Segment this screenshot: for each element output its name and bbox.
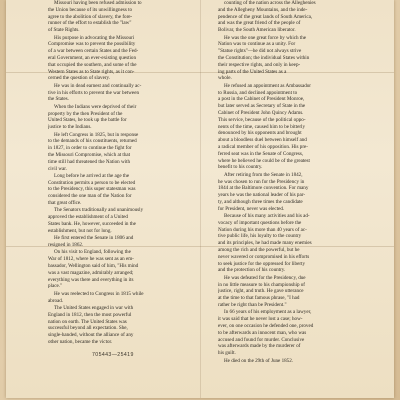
paragraph: He died on the 29th of June 1852. bbox=[224, 357, 294, 364]
left-column bbox=[48, 0, 184, 354]
paragraph: He refused an appointment as Ambassador to Russia, and declined appointment to a post in the Cabinet of President Monroe, but later served as Secretary of State in the Cabinet of President John Quincy Adams. This service, because of the political oppo- nents of the time, caused him to be bitterly denounced by his opponents and brought about a bloodless duel between himself and a radical member of his opposition. His pre- ferred seat was in the Senate of Congress, where he believed he could be of the greatest benefit to his country. bbox=[218, 82, 311, 171]
paragraph: He first entered the Senate in 1806 and resigned in 1862. bbox=[48, 235, 134, 249]
paragraph: He was the one great force by which the Nation was to continue as a unity. For "Statue rights"—he did not always strive the Constitution; the individual States within their respective rights, and only in keep- ing parts of the United States as a whole. bbox=[218, 34, 310, 82]
right-column bbox=[218, 0, 356, 398]
paragraph: counting of the nation across the Alleghenies and the Allegheny Mountains, and the inde- pendence of the great lands of South America, and was the great friend of the people of Bolivar, the South American liberator. bbox=[218, 0, 316, 34]
paragraph: His purpose in advocating the Missouri Compromise was to prevent the possibility of a war between certain States and the Fed- eral Government, an ever-existing question that occupied the southern, and some of the Western States as to State rights, as it con- cerned the question of slavery. bbox=[48, 34, 139, 82]
paragraph: Missouri having been refused admission to the Union because of its unwillingness to agree to the abolition of slavery, the fore- runner of the effort to establish the "law" of State Rights. bbox=[48, 0, 142, 34]
document-page bbox=[6, 0, 394, 398]
print-code: 705443—25419 bbox=[92, 352, 134, 358]
paragraph: The United States engaged in war with England in 1812, then the most powerful nation on earth. The United States was successful beyond all expectation. She, single-handed, without the alliance of any other nation, became the victor. bbox=[48, 305, 134, 345]
paragraph: When the Indians were deprived of their property by the then President of the United States, he took up the battle for justice to the Indians. bbox=[48, 103, 137, 131]
paragraph: Because of his many activities and his ad- vocacy of important questions before the Nation during his more than 40 years of ac- tive public life, his loyalty to the country and its principles, he had made many enemies among the rich and the powerful, but he never wavered or compromised in his efforts to seek justice for the oppressed for liberty and the protection of his country. bbox=[218, 213, 312, 274]
paragraph: On his visit to England, following the War of 1812, where he was sent as an em- bassador, Wellington said of him, "His mind was a vast magazine, admirably arranged; everything was there and everything in its place." bbox=[48, 249, 139, 290]
paragraph: He left Congress in 1825, but in response to the demands of his constituents, returned in 1827, in order to continue the fight for the Missouri Compromise, which at that time still had threatened the Nation with civil war. bbox=[48, 131, 139, 172]
paragraph: He was in dead earnest and continually ac- tive in his efforts to prevent the war between the States. bbox=[48, 82, 142, 103]
paragraph: In 66 years of his employment as a lawyer, it was said that he never lost a case; how- ever, on one occasion he defended one, proved to be afterwards an innocent man, who was accused and found for murder. Conclusive was afterwards made by the murderer of his guilt. bbox=[218, 309, 314, 357]
paragraph: Long before he arrived at the age the Constitution permits a person to be elected to the Presidency, this super statesman was considered the one man of the Nation for that great office. bbox=[48, 172, 136, 207]
paragraph: He was defeated for the Presidency, due in no little measure to his championship of justice, right, and truth. He gave utterance at the time to that famous phrase, "I had rather be right than be President." bbox=[218, 274, 306, 309]
paragraph: He was reelected to Congress in 1815 while abroad. bbox=[48, 290, 144, 304]
column-gutter bbox=[200, 0, 201, 398]
paragraph: The Senators traditionally and unanimously approved the establishment of a United States bank. He, however, succeeded in the establishment, but not for long. bbox=[48, 207, 144, 234]
paragraph: After retiring from the Senate in 1842, he was chosen to run for the Presidency in 1844 at the Baltimore convention. For many years he was the national leader of his par- ty, and although three times the candidate for President, never was elected. bbox=[218, 171, 309, 212]
